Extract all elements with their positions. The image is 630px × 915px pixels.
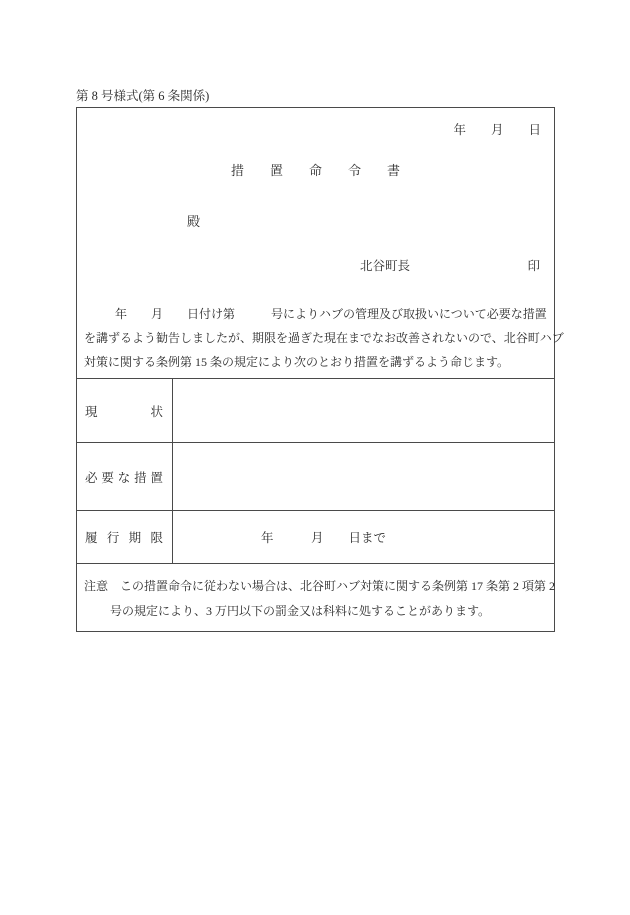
note-section	[77, 564, 554, 631]
note-line-2: 号の規定により、3 万円以下の罰金又は科料に処することがあります。	[110, 604, 491, 618]
body-paragraph-line-3: 対策に関する条例第 15 条の規定により次のとおり措置を講ずるよう命じます。	[84, 355, 510, 369]
necessary-measures-label-cell	[77, 443, 173, 510]
compliance-deadline-field: 年 月 日まで	[261, 531, 387, 545]
table-row-compliance-deadline	[77, 511, 554, 564]
body-paragraph-line-1: 年 月 日付け第 号によりハブの管理及び取扱いについて必要な措置	[115, 307, 547, 321]
seal-placeholder: 印	[527, 259, 540, 273]
body-paragraph	[84, 302, 564, 374]
table-row-necessary-measures	[77, 443, 554, 511]
current-state-label: 現 状	[85, 404, 163, 419]
form-number-label: 第 8 号様式(第 6 条関係)	[76, 89, 210, 103]
issuer-name: 北谷町長	[360, 259, 411, 273]
current-state-label-cell	[77, 379, 173, 442]
necessary-measures-field	[173, 443, 554, 510]
current-state-field	[173, 379, 554, 442]
document-title: 措 置 命 令 書	[230, 163, 400, 178]
necessary-measures-label: 必 要 な 措 置	[85, 470, 163, 485]
addressee-honorific: 殿	[187, 214, 201, 229]
note-line-1: 注意 この措置命令に従わない場合は、北谷町ハブ対策に関する条例第 17 条第 2 項第 2	[84, 579, 556, 593]
compliance-deadline-label-cell	[77, 511, 173, 563]
issuer-line	[77, 256, 554, 272]
measures-table	[77, 378, 554, 631]
compliance-deadline-label: 履 行 期 限	[85, 531, 163, 545]
document-frame	[76, 107, 564, 632]
date-blank-line: 年 月 日	[453, 123, 541, 137]
body-paragraph-line-2: を講ずるよう勧告しましたが、期限を過ぎた現在までなお改善されないので、北谷町ハブ	[84, 331, 564, 345]
table-row-current-state	[77, 379, 554, 443]
